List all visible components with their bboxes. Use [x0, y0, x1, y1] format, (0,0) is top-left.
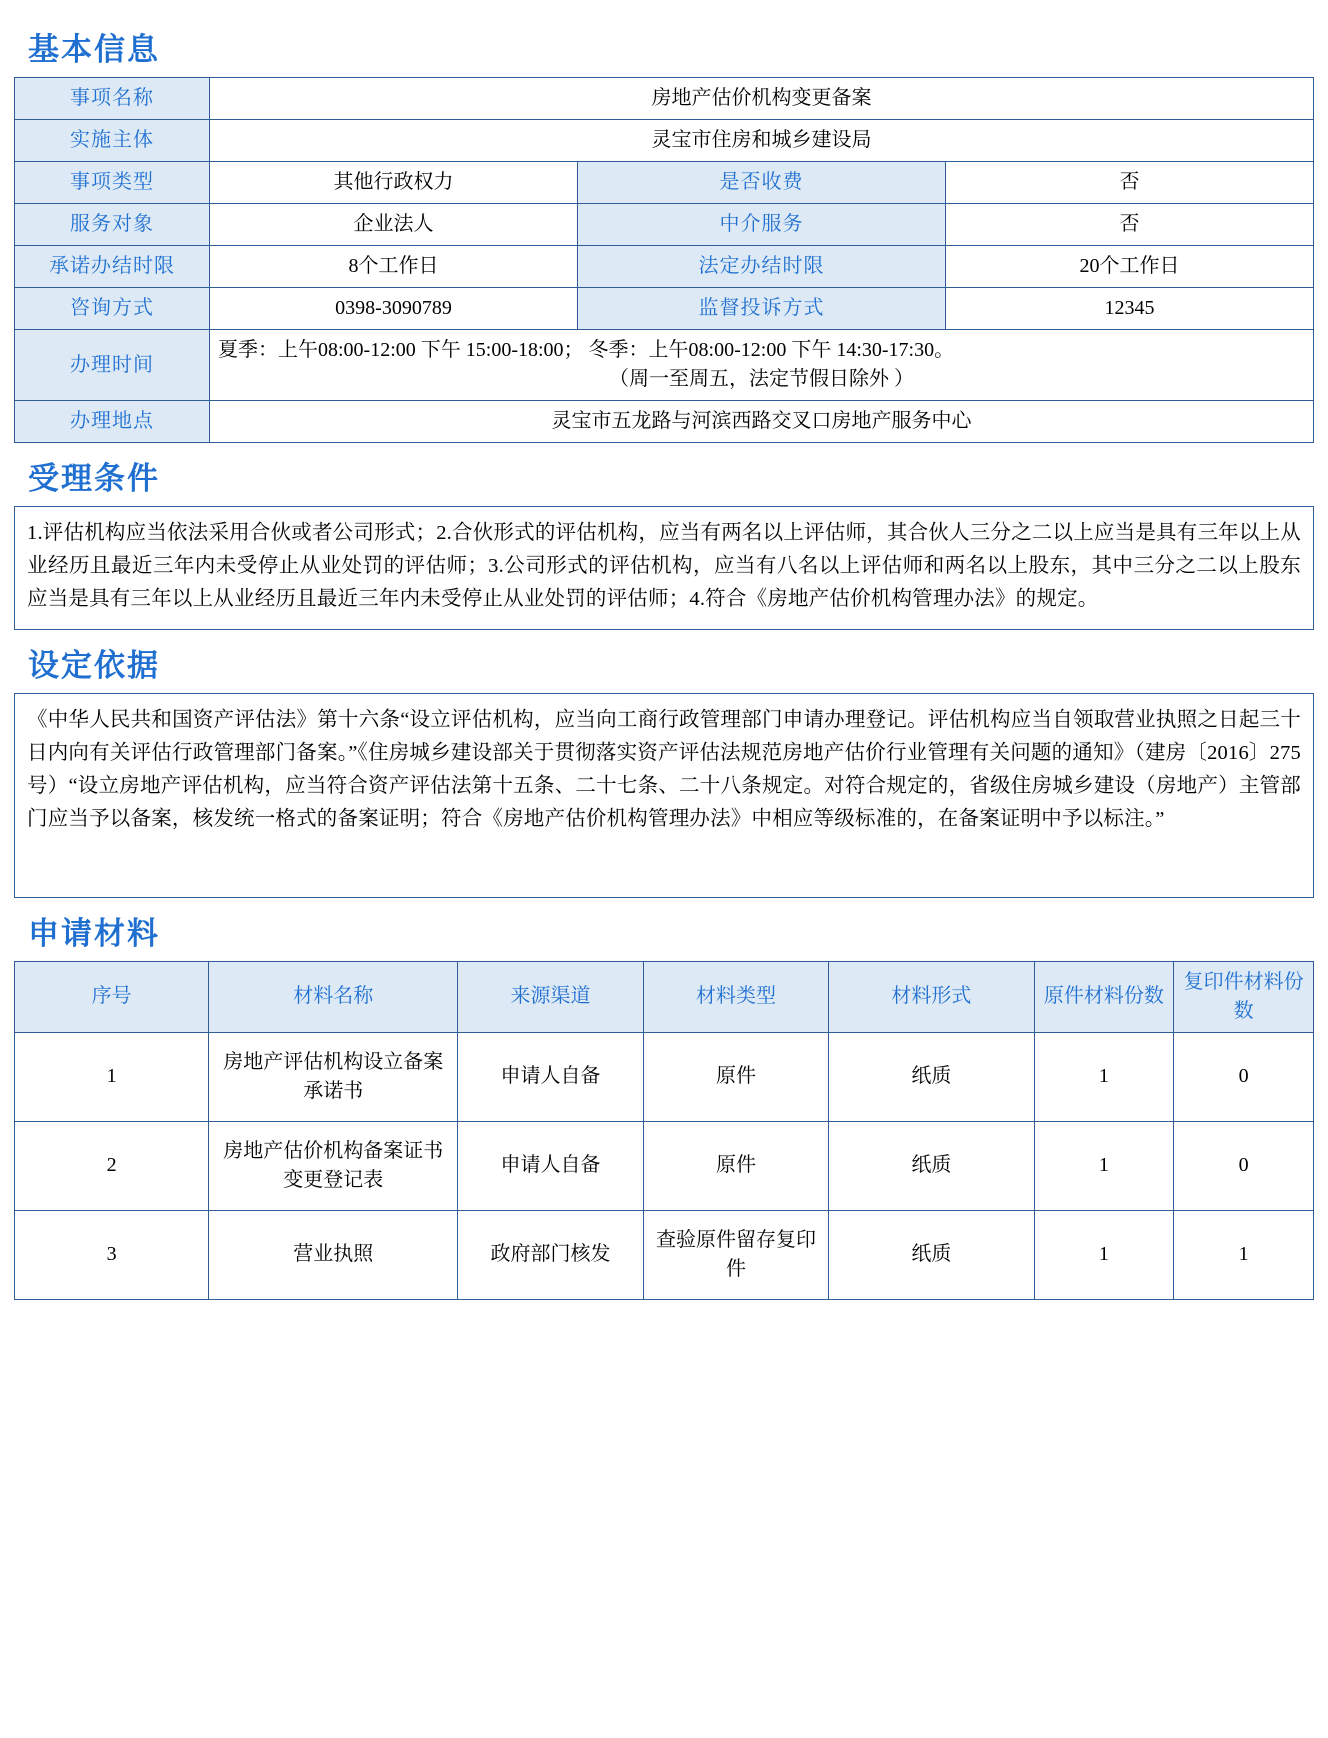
col-header-type: 材料类型 [643, 961, 829, 1032]
row-value-item-type: 其他行政权力 [210, 162, 578, 204]
cell-form: 纸质 [829, 1210, 1034, 1299]
section-title-accept-conditions: 受理条件 [28, 461, 160, 496]
col-header-source: 来源渠道 [458, 961, 644, 1032]
col-header-no: 序号 [15, 961, 209, 1032]
cell-copy-count: 1 [1174, 1210, 1314, 1299]
row-label-item-type: 事项类型 [15, 162, 210, 204]
table-row [15, 78, 1314, 120]
row-value-consult-method: 0398-3090789 [210, 288, 578, 330]
row-label-complaint-method: 监督投诉方式 [578, 288, 946, 330]
table-row [15, 401, 1314, 443]
cell-copy-count: 0 [1174, 1121, 1314, 1210]
row-label-office-place: 办理地点 [15, 401, 210, 443]
row-value-implementing-body: 灵宝市住房和城乡建设局 [210, 120, 1314, 162]
row-value-legal-time: 20个工作日 [946, 246, 1314, 288]
office-hours-line-1: 夏季：上午08:00-12:00 下午 15:00-18:00； 冬季：上午08:00-12:00 下午 14:30-17:30。 [218, 339, 955, 361]
row-label-promised-time: 承诺办结时限 [15, 246, 210, 288]
col-header-original-count: 原件材料份数 [1034, 961, 1174, 1032]
row-value-office-place: 灵宝市五龙路与河滨西路交叉口房地产服务中心 [210, 401, 1314, 443]
row-value-item-name: 房地产估价机构变更备案 [210, 78, 1314, 120]
cell-no: 3 [15, 1210, 209, 1299]
cell-name: 房地产评估机构设立备案承诺书 [209, 1032, 458, 1121]
col-header-form: 材料形式 [829, 961, 1034, 1032]
section-title-basic-info: 基本信息 [28, 32, 160, 67]
cell-original-count: 1 [1034, 1210, 1174, 1299]
row-label-intermediary-service: 中介服务 [578, 204, 946, 246]
cell-name: 房地产估价机构备案证书变更登记表 [209, 1121, 458, 1210]
table-row [15, 162, 1314, 204]
cell-no: 1 [15, 1032, 209, 1121]
cell-type: 原件 [643, 1032, 829, 1121]
cell-type: 原件 [643, 1121, 829, 1210]
row-label-legal-time: 法定办结时限 [578, 246, 946, 288]
table-row [15, 1121, 1314, 1210]
cell-form: 纸质 [829, 1121, 1034, 1210]
table-row [15, 288, 1314, 330]
row-label-service-target: 服务对象 [15, 204, 210, 246]
section-title-basis: 设定依据 [28, 647, 160, 683]
row-value-is-charged: 否 [946, 162, 1314, 204]
basic-info-table [14, 77, 1314, 443]
cell-source: 申请人自备 [458, 1032, 644, 1121]
cell-original-count: 1 [1034, 1032, 1174, 1121]
table-row [15, 1210, 1314, 1299]
basis-text: 《中华人民共和国资产评估法》第十六条“设立评估机构，应当向工商行政管理部门申请办理登记。评估机构应当自领取营业执照之日起三十日内向有关评估行政管理部门备案。”《住房城乡建设部关于贯彻落实资产评估法规范房地产估价行业管理有关问题的通知》（建房〔2016〕275号）“设立房地产评估机构，应当符合资产评估法第十五条、二十七条、二十八条规定。对符合规定的，省级住房城乡建设（房地产）主管部门应当予以备案，核发统一格式的备案证明；符合《房地产估价机构管理办法》中相应等级标准的，在备案证明中予以标注。” [14, 693, 1314, 898]
accept-conditions-text: 1.评估机构应当依法采用合伙或者公司形式；2.合伙形式的评估机构，应当有两名以上评估师，其合伙人三分之二以上应当是具有三年以上从业经历且最近三年内未受停止从业处罚的评估师；3.公司形式的评估机构，应当有八名以上评估师和两名以上股东，其中三分之二以上股东应当是具有三年以上从业经历且最近三年内未受停止从业处罚的评估师；4.符合《房地产估价机构管理办法》的规定。 [14, 506, 1314, 630]
col-header-copy-count: 复印件材料份数 [1174, 961, 1314, 1032]
cell-original-count: 1 [1034, 1121, 1174, 1210]
cell-type: 查验原件留存复印件 [643, 1210, 829, 1299]
row-label-implementing-body: 实施主体 [15, 120, 210, 162]
row-value-complaint-method: 12345 [946, 288, 1314, 330]
office-hours-line-2: （周一至周五，法定节假日除外 ） [609, 368, 914, 390]
row-value-office-hours [210, 330, 1314, 401]
table-row [15, 120, 1314, 162]
table-row [15, 330, 1314, 401]
section-title-materials: 申请材料 [28, 915, 160, 951]
row-label-item-name: 事项名称 [15, 78, 210, 120]
row-label-consult-method: 咨询方式 [15, 288, 210, 330]
row-label-office-hours: 办理时间 [15, 330, 210, 401]
table-row [15, 204, 1314, 246]
cell-form: 纸质 [829, 1032, 1034, 1121]
cell-source: 政府部门核发 [458, 1210, 644, 1299]
materials-header-row [15, 961, 1314, 1032]
cell-no: 2 [15, 1121, 209, 1210]
row-value-intermediary-service: 否 [946, 204, 1314, 246]
col-header-name: 材料名称 [209, 961, 458, 1032]
cell-source: 申请人自备 [458, 1121, 644, 1210]
row-value-promised-time: 8个工作日 [210, 246, 578, 288]
row-label-is-charged: 是否收费 [578, 162, 946, 204]
cell-name: 营业执照 [209, 1210, 458, 1299]
materials-table [14, 961, 1314, 1300]
row-value-service-target: 企业法人 [210, 204, 578, 246]
cell-copy-count: 0 [1174, 1032, 1314, 1121]
table-row [15, 1032, 1314, 1121]
table-row [15, 246, 1314, 288]
